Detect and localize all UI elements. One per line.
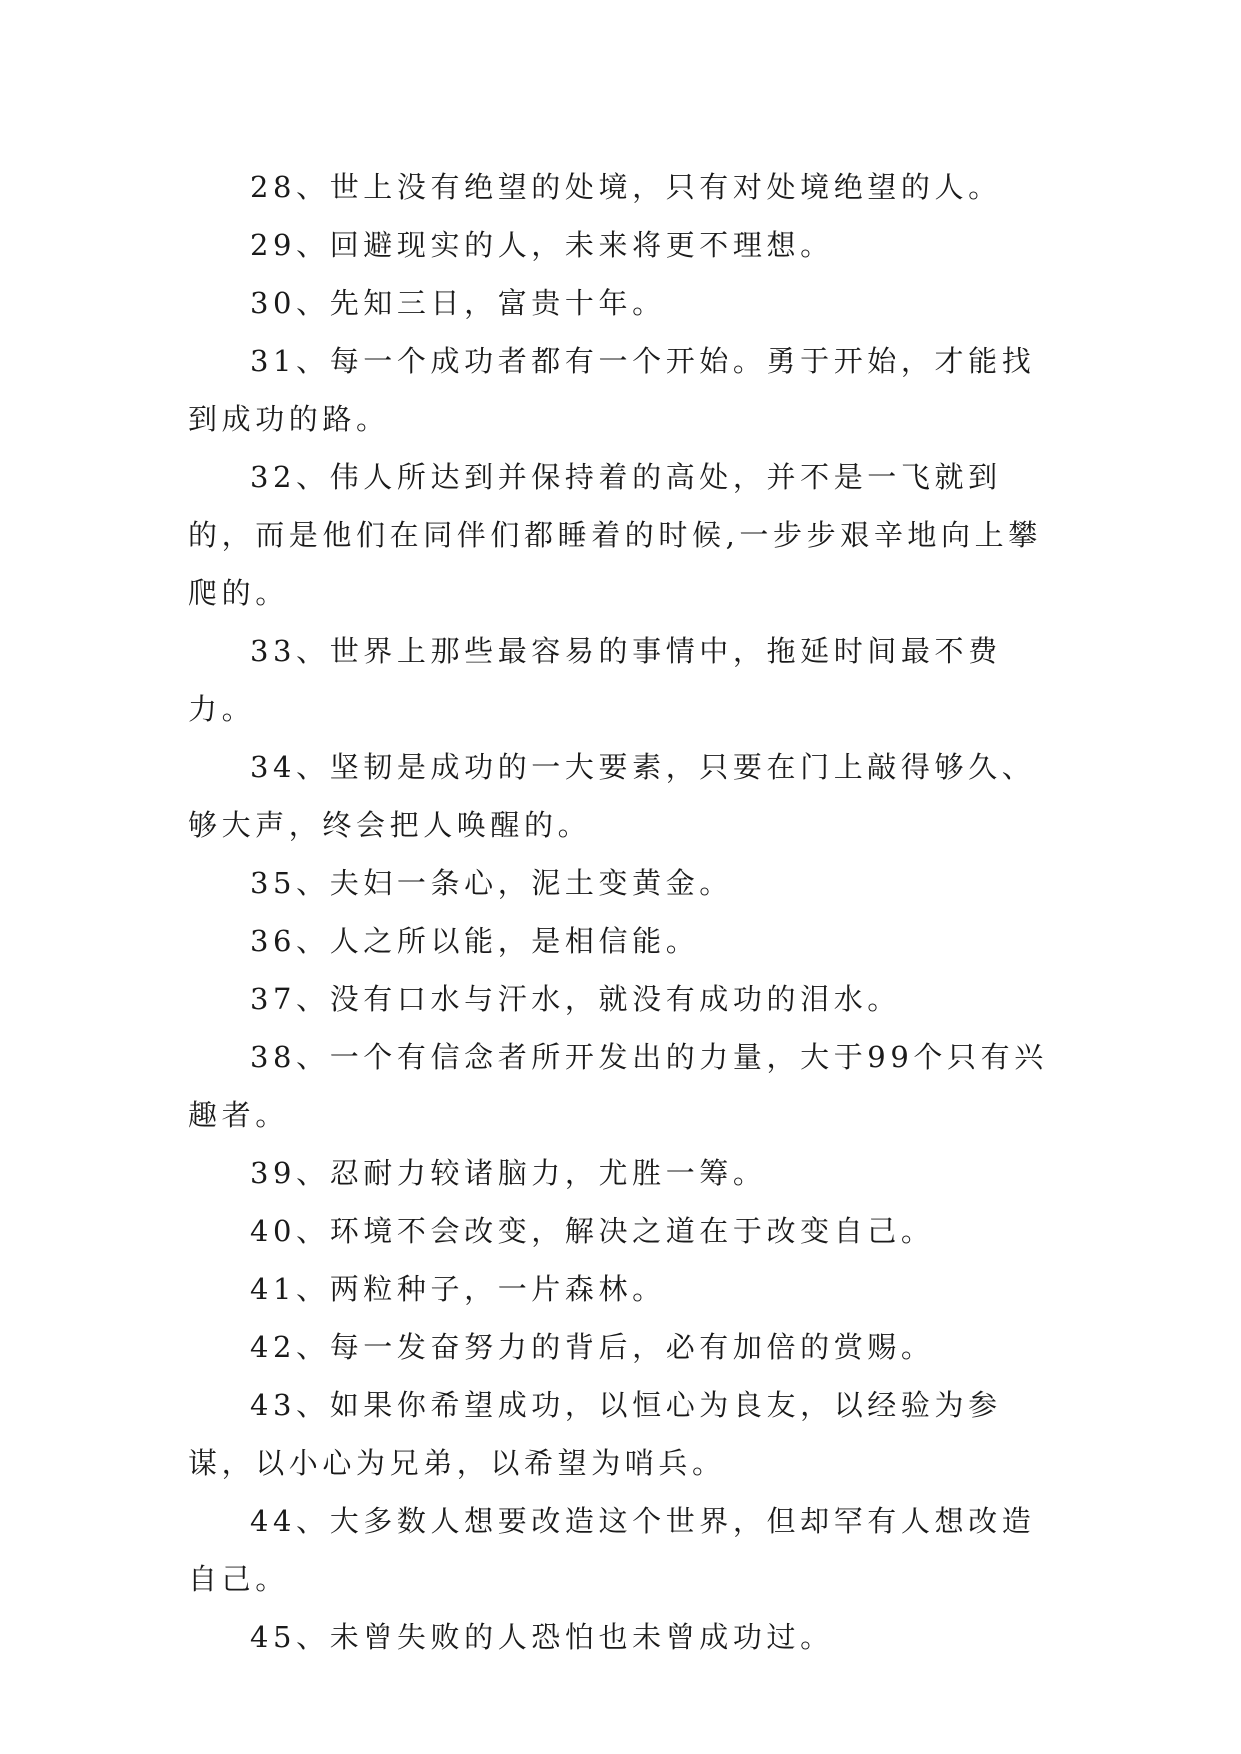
paragraph-42: 42、每一发奋努力的背后，必有加倍的赏赐。 [250,1330,935,1364]
paragraph-41: 41、两粒种子，一片森林。 [250,1272,666,1306]
paragraph-36: 36、人之所以能，是相信能。 [250,924,700,958]
paragraph-32: 32、伟人所达到并保持着的高处，并不是一飞就到的，而是他们在同伴们都睡着的时候,一步步艰辛地向上攀爬的。 [188,460,1042,610]
paragraph-39: 39、忍耐力较诸脑力，尤胜一筹。 [250,1156,767,1190]
paragraph-43: 43、如果你希望成功，以恒心为良友，以经验为参谋，以小心为兄弟，以希望为哨兵。 [188,1388,1002,1480]
document-body [188,158,1058,1666]
paragraph-38: 38、一个有信念者所开发出的力量，大于99个只有兴趣者。 [188,1040,1048,1132]
paragraph-34: 34、坚韧是成功的一大要素，只要在门上敲得够久、够大声，终会把人唤醒的。 [188,750,1036,842]
paragraph-29: 29、回避现实的人，未来将更不理想。 [250,228,834,262]
paragraph-28: 28、世上没有绝望的处境，只有对处境绝望的人。 [250,170,1002,204]
paragraph-45: 45、未曾失败的人恐怕也未曾成功过。 [250,1620,834,1654]
paragraph-37: 37、没有口水与汗水，就没有成功的泪水。 [250,982,901,1016]
paragraph-35: 35、夫妇一条心，泥土变黄金。 [250,866,733,900]
paragraph-30: 30、先知三日，富贵十年。 [250,286,666,320]
paragraph-44: 44、大多数人想要改造这个世界，但却罕有人想改造自己。 [188,1504,1036,1596]
paragraph-40: 40、环境不会改变，解决之道在于改变自己。 [250,1214,935,1248]
paragraph-33: 33、世界上那些最容易的事情中，拖延时间最不费力。 [188,634,1002,726]
paragraph-31: 31、每一个成功者都有一个开始。勇于开始，才能找到成功的路。 [188,344,1036,436]
